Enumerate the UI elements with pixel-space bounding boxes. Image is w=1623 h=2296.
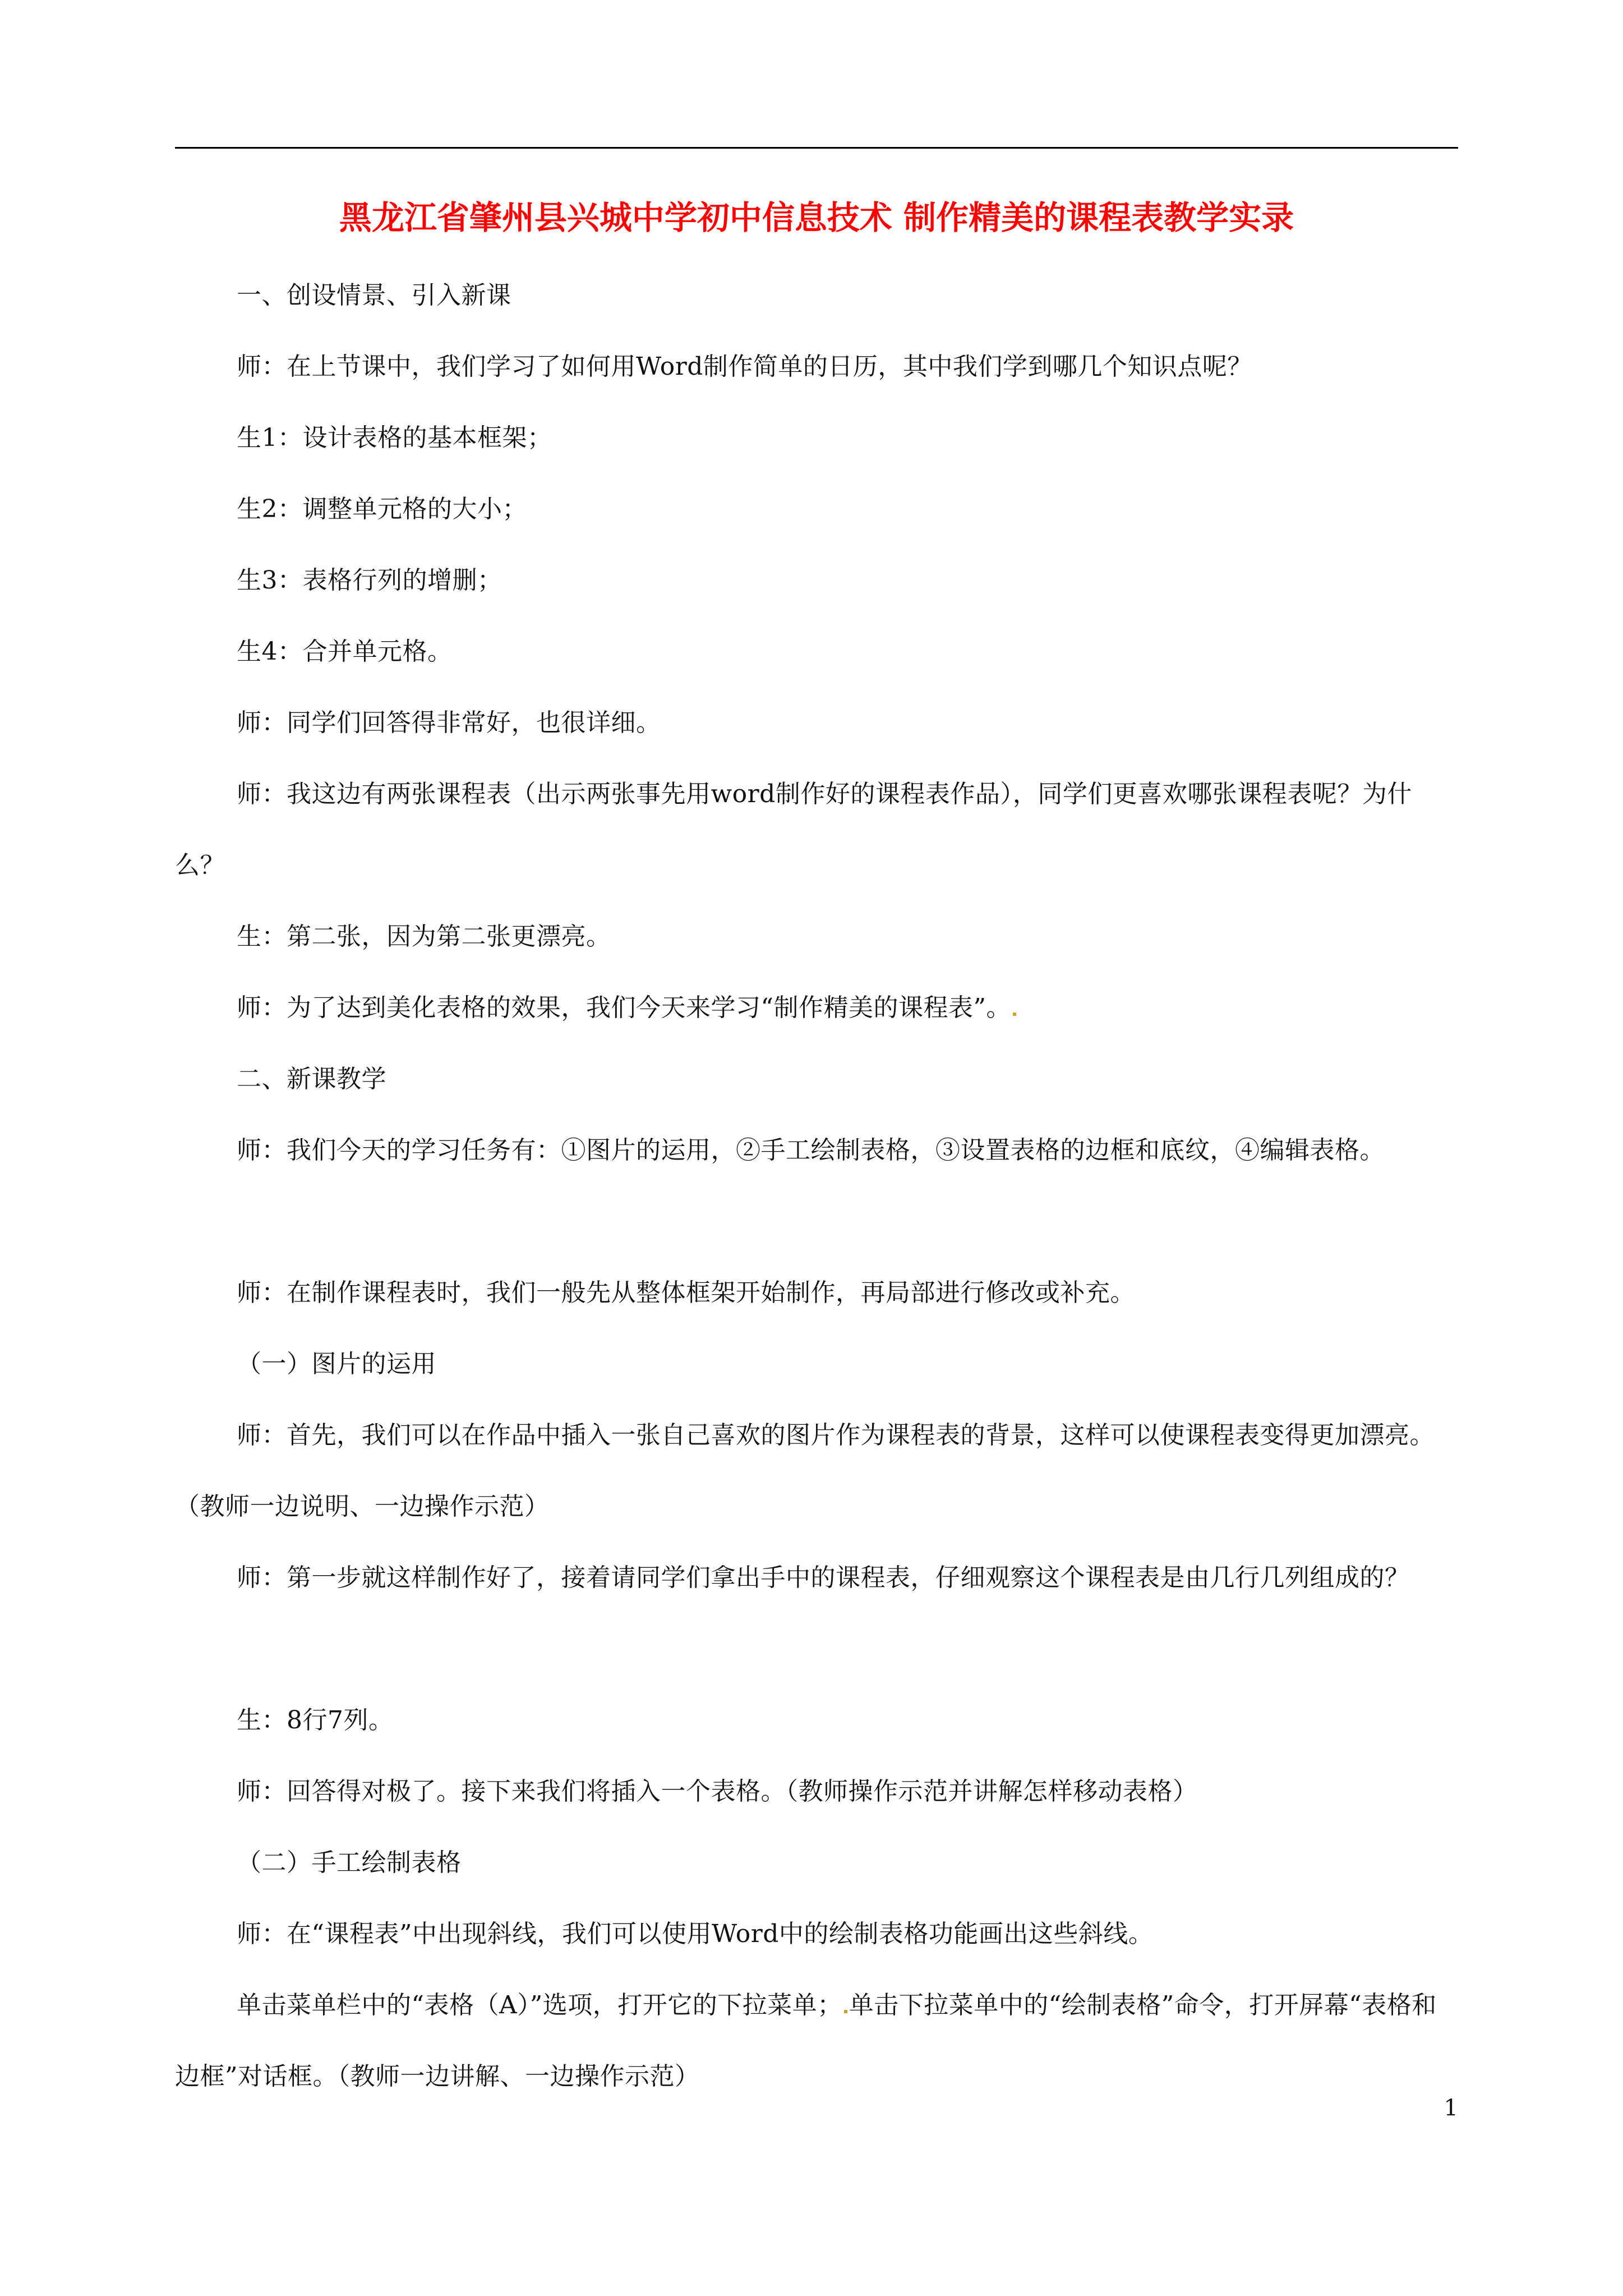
paragraph-text: 师：为了达到美化表格的效果，我们今天来学习“制作精美的课程表”。 — [237, 993, 1011, 1022]
paragraph — [175, 972, 1458, 1043]
subsection-heading: （二）手工绘制表格 — [237, 1848, 462, 1877]
paragraph: 师：在“课程表”中出现斜线，我们可以使用Word中的绘制表格功能画出这些斜线。 — [237, 1920, 1154, 1948]
header-rule — [175, 147, 1458, 149]
page-number: 1 — [1444, 2095, 1458, 2121]
paragraph: 生：8行7列。 — [237, 1706, 394, 1734]
paragraph: 师：在制作课程表时，我们一般先从整体框架开始制作，再局部进行修改或补充。 — [237, 1278, 1135, 1307]
speck-mark — [1013, 1013, 1016, 1016]
paragraph-text: 单击菜单栏中的“表格（A）”选项，打开它的下拉菜单； — [237, 1991, 842, 2019]
paragraph: 生4：合并单元格。 — [237, 637, 453, 666]
subsection-heading: （一）图片的运用 — [237, 1350, 436, 1378]
paragraph: 生：第二张，因为第二张更漂亮。 — [237, 922, 611, 951]
document-title: 黑龙江省肇州县兴城中学初中信息技术 制作精美的课程表教学实录 — [339, 199, 1294, 237]
paragraph: 生2：调整单元格的大小； — [237, 495, 527, 523]
paragraph: 师：同学们回答得非常好，也很详细。 — [237, 708, 661, 737]
paragraph: 师：我这边有两张课程表（出示两张事先用word制作好的课程表作品），同学们更喜欢哪张课程表呢？为什么？ — [175, 780, 1412, 880]
paragraph-text: 单击下拉菜单中的“绘制表格”命令，打开屏幕“表格和边框”对话框。（教师一边讲解、一边操作示范） — [175, 1991, 1437, 2091]
paragraph — [175, 1970, 1458, 2112]
section-heading: 一、创设情景、引入新课 — [237, 281, 511, 310]
paragraph: 师：回答得对极了。接下来我们将插入一个表格。（教师操作示范并讲解怎样移动表格） — [237, 1777, 1198, 1806]
paragraph: 生1：设计表格的基本框架； — [237, 424, 552, 452]
paragraph: 生3：表格行列的增删； — [237, 566, 502, 595]
speck-mark — [844, 2010, 847, 2013]
section-heading: 二、新课教学 — [237, 1065, 386, 1093]
paragraph: 师：我们今天的学习任务有：①图片的运用，②手工绘制表格，③设置表格的边框和底纹，④编辑表格。 — [237, 1136, 1385, 1165]
paragraph: 师：第一步就这样制作好了，接着请同学们拿出手中的课程表，仔细观察这个课程表是由几行几列组成的？ — [237, 1563, 1410, 1592]
paragraph: 师：在上节课中，我们学习了如何用Word制作简单的日历，其中我们学到哪几个知识点呢？ — [237, 352, 1252, 381]
paragraph: 师：首先，我们可以在作品中插入一张自己喜欢的图片作为课程表的背景，这样可以使课程表变得更加漂亮。（教师一边说明、一边操作示范） — [175, 1421, 1435, 1521]
